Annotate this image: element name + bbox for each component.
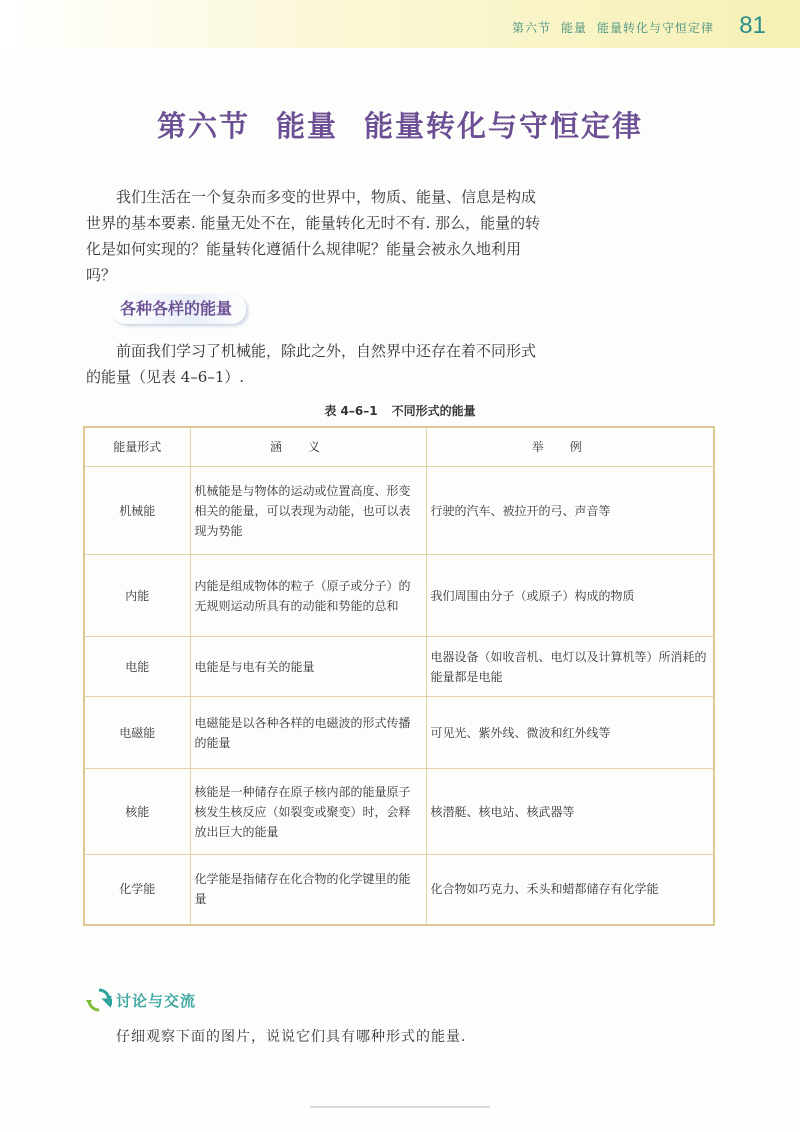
cell-form: 电磁能 <box>84 697 190 769</box>
cell-meaning: 机械能是与物体的运动或位置高度、形变相关的能量，可以表现为动能，也可以表现为势能 <box>190 467 426 555</box>
cell-meaning: 电磁能是以各种各样的电磁波的形式传播的能量 <box>190 697 426 769</box>
table-row <box>84 769 714 855</box>
table-caption-number: 表 4–6–1 <box>324 404 378 418</box>
cell-example: 可见光、紫外线、微波和红外线等 <box>426 697 714 769</box>
running-head <box>502 19 714 36</box>
header-form: 能量形式 <box>84 427 190 467</box>
title-topic: 能量 <box>275 109 338 143</box>
running-head-subtopic: 能量转化与守恒定律 <box>596 21 714 35</box>
header-example: 举例 <box>426 427 714 467</box>
running-head-section: 第六节 <box>511 21 551 35</box>
discussion-label: 讨论与交流 <box>116 991 197 1010</box>
discussion-prompt: 仔细观察下面的图片，说说它们具有哪种形式的能量. <box>116 1029 467 1045</box>
title-subtopic: 能量转化与守恒定律 <box>364 109 644 143</box>
table-row <box>84 555 714 637</box>
table-caption <box>0 402 800 419</box>
running-head-topic: 能量 <box>560 21 587 35</box>
footer-divider <box>310 1106 490 1108</box>
cell-form: 机械能 <box>84 467 190 555</box>
intro-paragraph: 我们生活在一个复杂而多变的世界中，物质、能量、信息是构成世界的基本要素. 能量无处不在，能量转化无时不有. 那么，能量的转化是如何实现的？能量转化遵循什么规律呢？能量会被永久地利用吗？ <box>86 188 541 284</box>
recycle-arrows-icon <box>86 987 112 1013</box>
page-header <box>0 0 800 48</box>
table-row <box>84 697 714 769</box>
cell-example: 我们周围由分子（或原子）构成的物质 <box>426 555 714 637</box>
section-title <box>0 104 800 145</box>
cell-form: 内能 <box>84 555 190 637</box>
cell-meaning: 电能是与电有关的能量 <box>190 637 426 697</box>
table-row <box>84 467 714 555</box>
discussion-heading <box>86 986 196 1014</box>
cell-example: 行驶的汽车、被拉开的弓、声音等 <box>426 467 714 555</box>
cell-form: 电能 <box>84 637 190 697</box>
cell-meaning: 核能是一种储存在原子核内部的能量原子核发生核反应（如裂变或聚变）时，会释放出巨大的能量 <box>190 769 426 855</box>
page-number: 81 <box>739 12 766 39</box>
body-paragraph: 前面我们学习了机械能，除此之外，自然界中还存在着不同形式的能量（见表 4–6–1）. <box>86 342 537 386</box>
cell-form: 化学能 <box>84 855 190 925</box>
cell-meaning: 内能是组成物体的粒子（原子或分子）的无规则运动所具有的动能和势能的总和 <box>190 555 426 637</box>
table-row <box>84 637 714 697</box>
cell-meaning: 化学能是指储存在化合物的化学键里的能量 <box>190 855 426 925</box>
table-header-row <box>84 427 714 467</box>
header-meaning: 涵义 <box>190 427 426 467</box>
title-section: 第六节 <box>156 109 250 143</box>
cell-example: 电器设备（如收音机、电灯以及计算机等）所消耗的能量都是电能 <box>426 637 714 697</box>
energy-forms-table <box>83 426 715 926</box>
cell-example: 核潜艇、核电站、核武器等 <box>426 769 714 855</box>
subsection-heading: 各种各样的能量 <box>112 294 246 324</box>
table-caption-title: 不同形式的能量 <box>391 404 476 418</box>
table-row <box>84 855 714 925</box>
cell-form: 核能 <box>84 769 190 855</box>
cell-example: 化合物如巧克力、禾头和蜡都储存有化学能 <box>426 855 714 925</box>
